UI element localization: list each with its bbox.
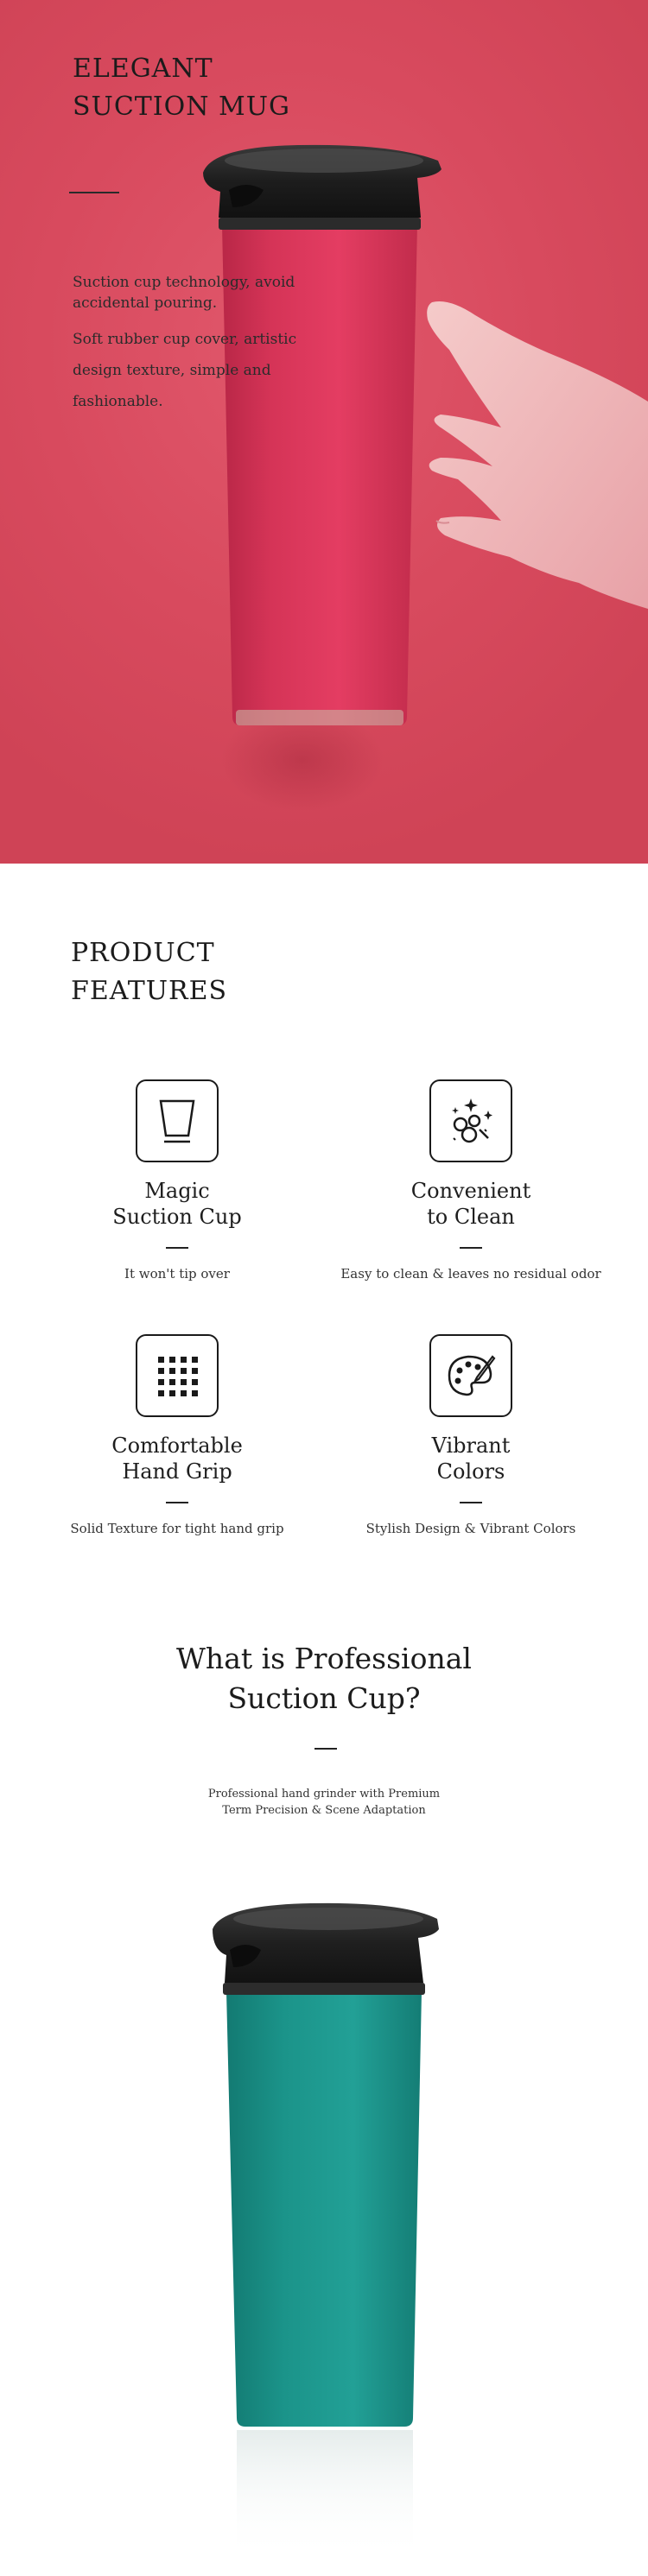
what-is-title: [0, 1639, 648, 1718]
feature-title-line-2: Colors: [436, 1459, 505, 1484]
grip-dots-icon: [136, 1334, 219, 1417]
feature-title-line-1: Convenient: [410, 1179, 531, 1203]
what-is-desc-line-1: Professional hand grinder with Premium: [207, 1788, 441, 1801]
what-is-title-line-1: What is Professional: [176, 1642, 472, 1675]
hero-desc-line-1: Suction cup technology, avoid accidental pouring.: [73, 274, 295, 312]
feature-title: [35, 1433, 320, 1484]
feature-convenient-to-clean: [328, 1079, 613, 1282]
feature-comfortable-hand-grip: [35, 1334, 320, 1536]
feature-title: [328, 1178, 613, 1230]
feature-divider: [166, 1502, 188, 1503]
feature-divider: [460, 1247, 482, 1249]
feature-description: It won't tip over: [124, 1266, 230, 1282]
features-title: [71, 934, 227, 1010]
hero-title-line-2: SUCTION MUG: [73, 92, 290, 122]
hero-description: [73, 272, 314, 427]
feature-magic-suction-cup: [35, 1079, 320, 1282]
palette-icon: [429, 1334, 512, 1417]
what-is-divider: [314, 1748, 337, 1750]
feature-divider: [460, 1502, 482, 1503]
hero-title-line-1: ELEGANT: [73, 54, 213, 84]
hero-divider: [69, 192, 119, 193]
feature-title-line-1: Vibrant: [431, 1434, 511, 1458]
hero-desc-line-2: Soft rubber cup cover, artistic design texture, simple and fashionable.: [73, 331, 297, 410]
sparkle-clean-icon: [429, 1079, 512, 1162]
feature-divider: [166, 1247, 188, 1249]
feature-description: Stylish Design & Vibrant Colors: [365, 1521, 576, 1536]
feature-title-line-2: Suction Cup: [112, 1205, 242, 1229]
feature-description: Easy to clean & leaves no residual odor: [340, 1266, 601, 1282]
hand-image: [415, 298, 648, 609]
what-is-description: [0, 1786, 648, 1819]
feature-title-line-2: Hand Grip: [122, 1459, 232, 1484]
features-title-line-2: FEATURES: [71, 976, 228, 1006]
feature-title-line-1: Comfortable: [111, 1434, 243, 1458]
feature-title-line-1: Magic: [144, 1179, 210, 1203]
feature-title: [328, 1433, 613, 1484]
pink-suction-mug-image: [194, 138, 445, 794]
cup-icon: [136, 1079, 219, 1162]
teal-suction-mug-image: [207, 1900, 441, 2576]
hero-title: [73, 50, 384, 126]
what-is-title-line-2: Suction Cup?: [227, 1681, 421, 1715]
features-title-line-1: PRODUCT: [71, 938, 215, 968]
feature-vibrant-colors: [328, 1334, 613, 1536]
feature-description: Solid Texture for tight hand grip: [70, 1521, 284, 1536]
hero-banner: [0, 0, 648, 864]
what-is-desc-line-2: Term Precision & Scene Adaptation: [222, 1804, 426, 1817]
feature-title: [35, 1178, 320, 1230]
feature-title-line-2: to Clean: [427, 1205, 515, 1229]
